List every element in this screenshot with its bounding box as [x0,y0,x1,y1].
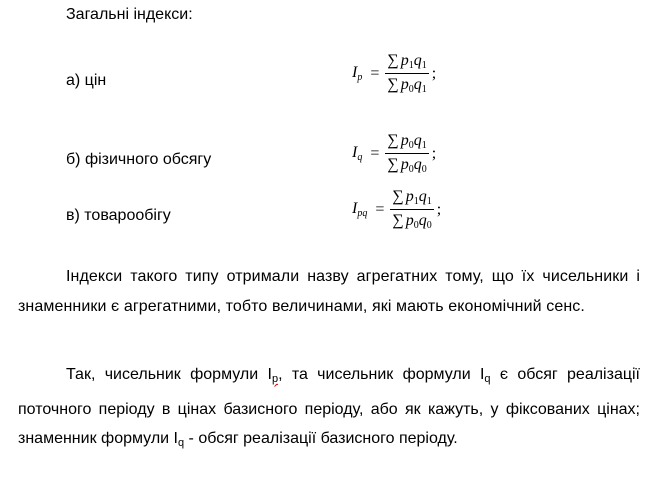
item-label-prices: а) цін [66,72,107,89]
item-label-turnover: в) товарообігу [66,207,171,224]
paragraph-aggregate-indices: Індекси такого типу отримали назву агрегатних тому, що їх чисельники і знаменники є агрегатними, тобто величинами, які мають економічний сенс. [18,268,640,315]
paragraph-formula-explanation: Так, чисельник формули $I_p$, та чисельник формули $I_q$ є обсяг реалізації поточного періоду в цінах базисного періоду, або як кажуть, у фіксованих цінах; знаменник формули $I_q$ - обсяг реалізації базисного періоду. [18,366,640,449]
formula-turnover-index: $I_{pq}$ = $\frac{\sum p_1q_1}{\sum p_0q_0}$ ; [352,188,442,231]
section-heading: Загальні індекси: [66,6,193,23]
formula-volume-index: $I_q$ = $\frac{\sum p_0q_1}{\sum p_0q_0}$ ; [352,132,437,175]
formula-price-index: $I_p$ = $\frac{\sum p_1q_1}{\sum p_0q_1}$ ; [352,52,437,95]
item-label-physical-volume: б) фізичного обсягу [66,151,212,168]
